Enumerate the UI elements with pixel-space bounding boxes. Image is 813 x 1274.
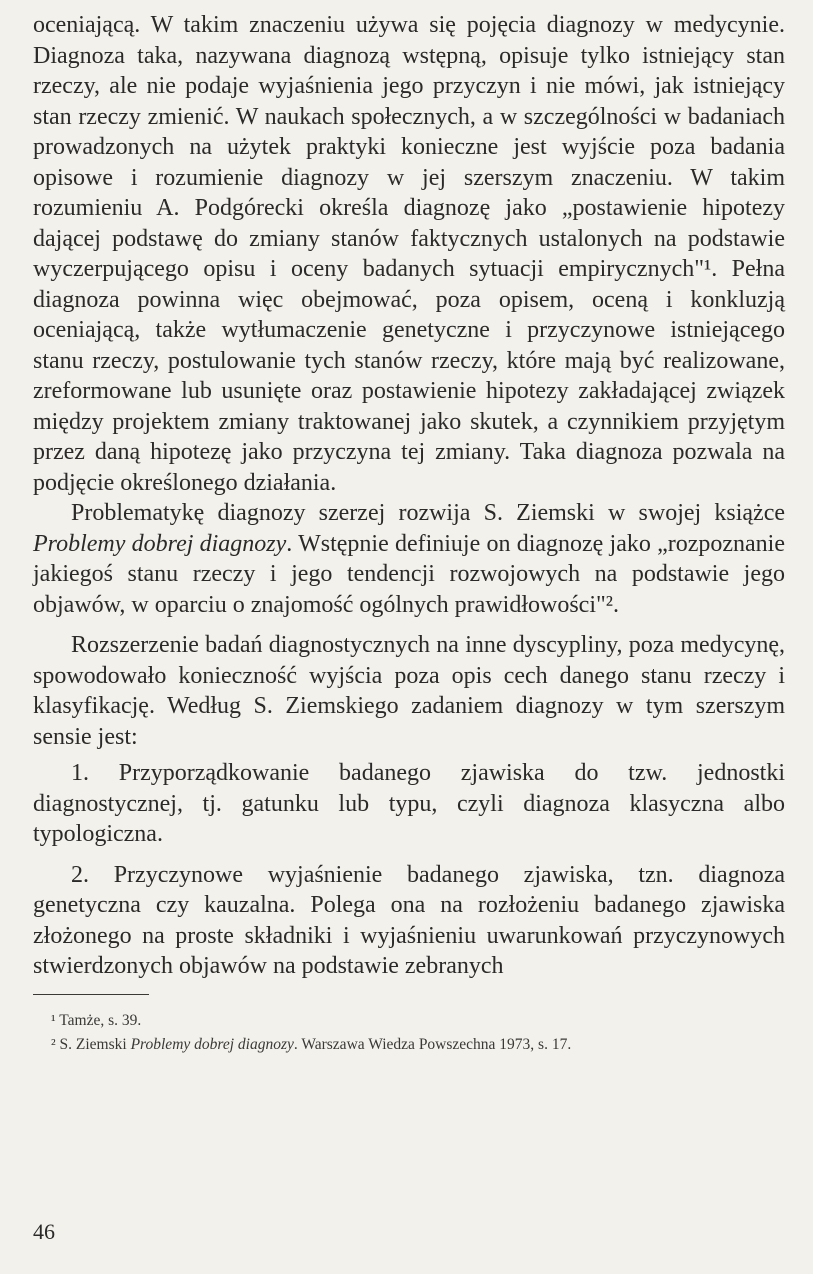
paragraph-2-text-start: Problematykę diagnozy szerzej rozwija S. Ziemski w swojej książce (71, 500, 785, 526)
body-paragraph-1: oceniającą. W takim znaczeniu używa się pojęcia diagnozy w medycynie. Diagnoza taka, nazywana diagnozą wstępną, opisuje tylko istniejący stan rzeczy, ale nie podaje wyjaśnienia jego przyczyn i nie mówi, jak istniejący stan rzeczy zmienić. W naukach społecznych, a w szczególności w badaniach prowadzonych na użytek praktyki konieczne jest wyjście poza badania opisowe i rozumienie diagnozy w jej szerszym znaczeniu. W takim rozumieniu A. Podgórecki określa diagnozę jako „postawienie hipotezy dającej podstawę do zmiany stanów faktycznych ustalonych na podstawie wyczerpującego opisu i oceny badanych sytuacji empirycznych"¹. Pełna diagnoza powinna więc obejmować, poza opisem, oceną i konkluzją oceniającą, także wytłumaczenie genetyczne i przyczynowe istniejącego stanu rzeczy, postulowanie tych stanów rzeczy, które mają być realizowane, zreformowane lub usunięte oraz postawienie hipotezy zakładającej związek między projektem zmiany traktowanej jako skutek, a czynnikiem przyjętym przez daną hipotezę jako przyczyna tej zmiany. Taka diagnoza pozwala na podjęcie określonego działania. (33, 12, 785, 496)
list-item-1: 1. Przyporządkowanie badanego zjawiska do tzw. jednostki diagnostycznej, tj. gatunku lub typu, czyli diagnoza klasyczna albo typologiczna. (33, 760, 785, 847)
footnote-book-title: Problemy dobrej diagnozy (130, 1035, 294, 1053)
book-title: Problemy dobrej diagnozy (33, 530, 287, 557)
footnote-2 (33, 1033, 785, 1057)
footnote-1: ¹ Tamże, s. 39. (51, 1011, 142, 1029)
list-item-2: 2. Przyczynowe wyjaśnienie badanego zjawiska, tzn. diagnoza genetyczna czy kauzalna. Polega ona na rozłożeniu badanego zjawiska złożonego na proste składniki i wyjaśnieniu uwarunkowań przyczynowych stwierdzonych objawów na podstawie zebranych (33, 861, 785, 979)
footnote-divider (33, 994, 149, 995)
footnote-2-text-start: ² S. Ziemski (51, 1035, 131, 1053)
page-number: 46 (33, 1219, 55, 1244)
book-page (33, 10, 785, 1057)
paragraph-2-text-end: . Wstępnie definiuje on diagnozę jako „rozpoznanie jakiegoś stanu rzeczy i jego tendencji rozwojowych na podstawie jego objawów, w oparciu o znajomość ogólnych prawidłowości"². (33, 530, 785, 618)
body-paragraph-2 (33, 498, 785, 620)
footnote-2-text-end: . Warszawa Wiedza Powszechna 1973, s. 17. (293, 1035, 572, 1053)
body-paragraph-3: Rozszerzenie badań diagnostycznych na inne dyscypliny, poza medycynę, spowodowało konieczność wyjścia poza opis cech danego stanu rzeczy i klasyfikację. Według S. Ziemskiego zadaniem diagnozy w tym szerszym sensie jest: (33, 632, 785, 750)
